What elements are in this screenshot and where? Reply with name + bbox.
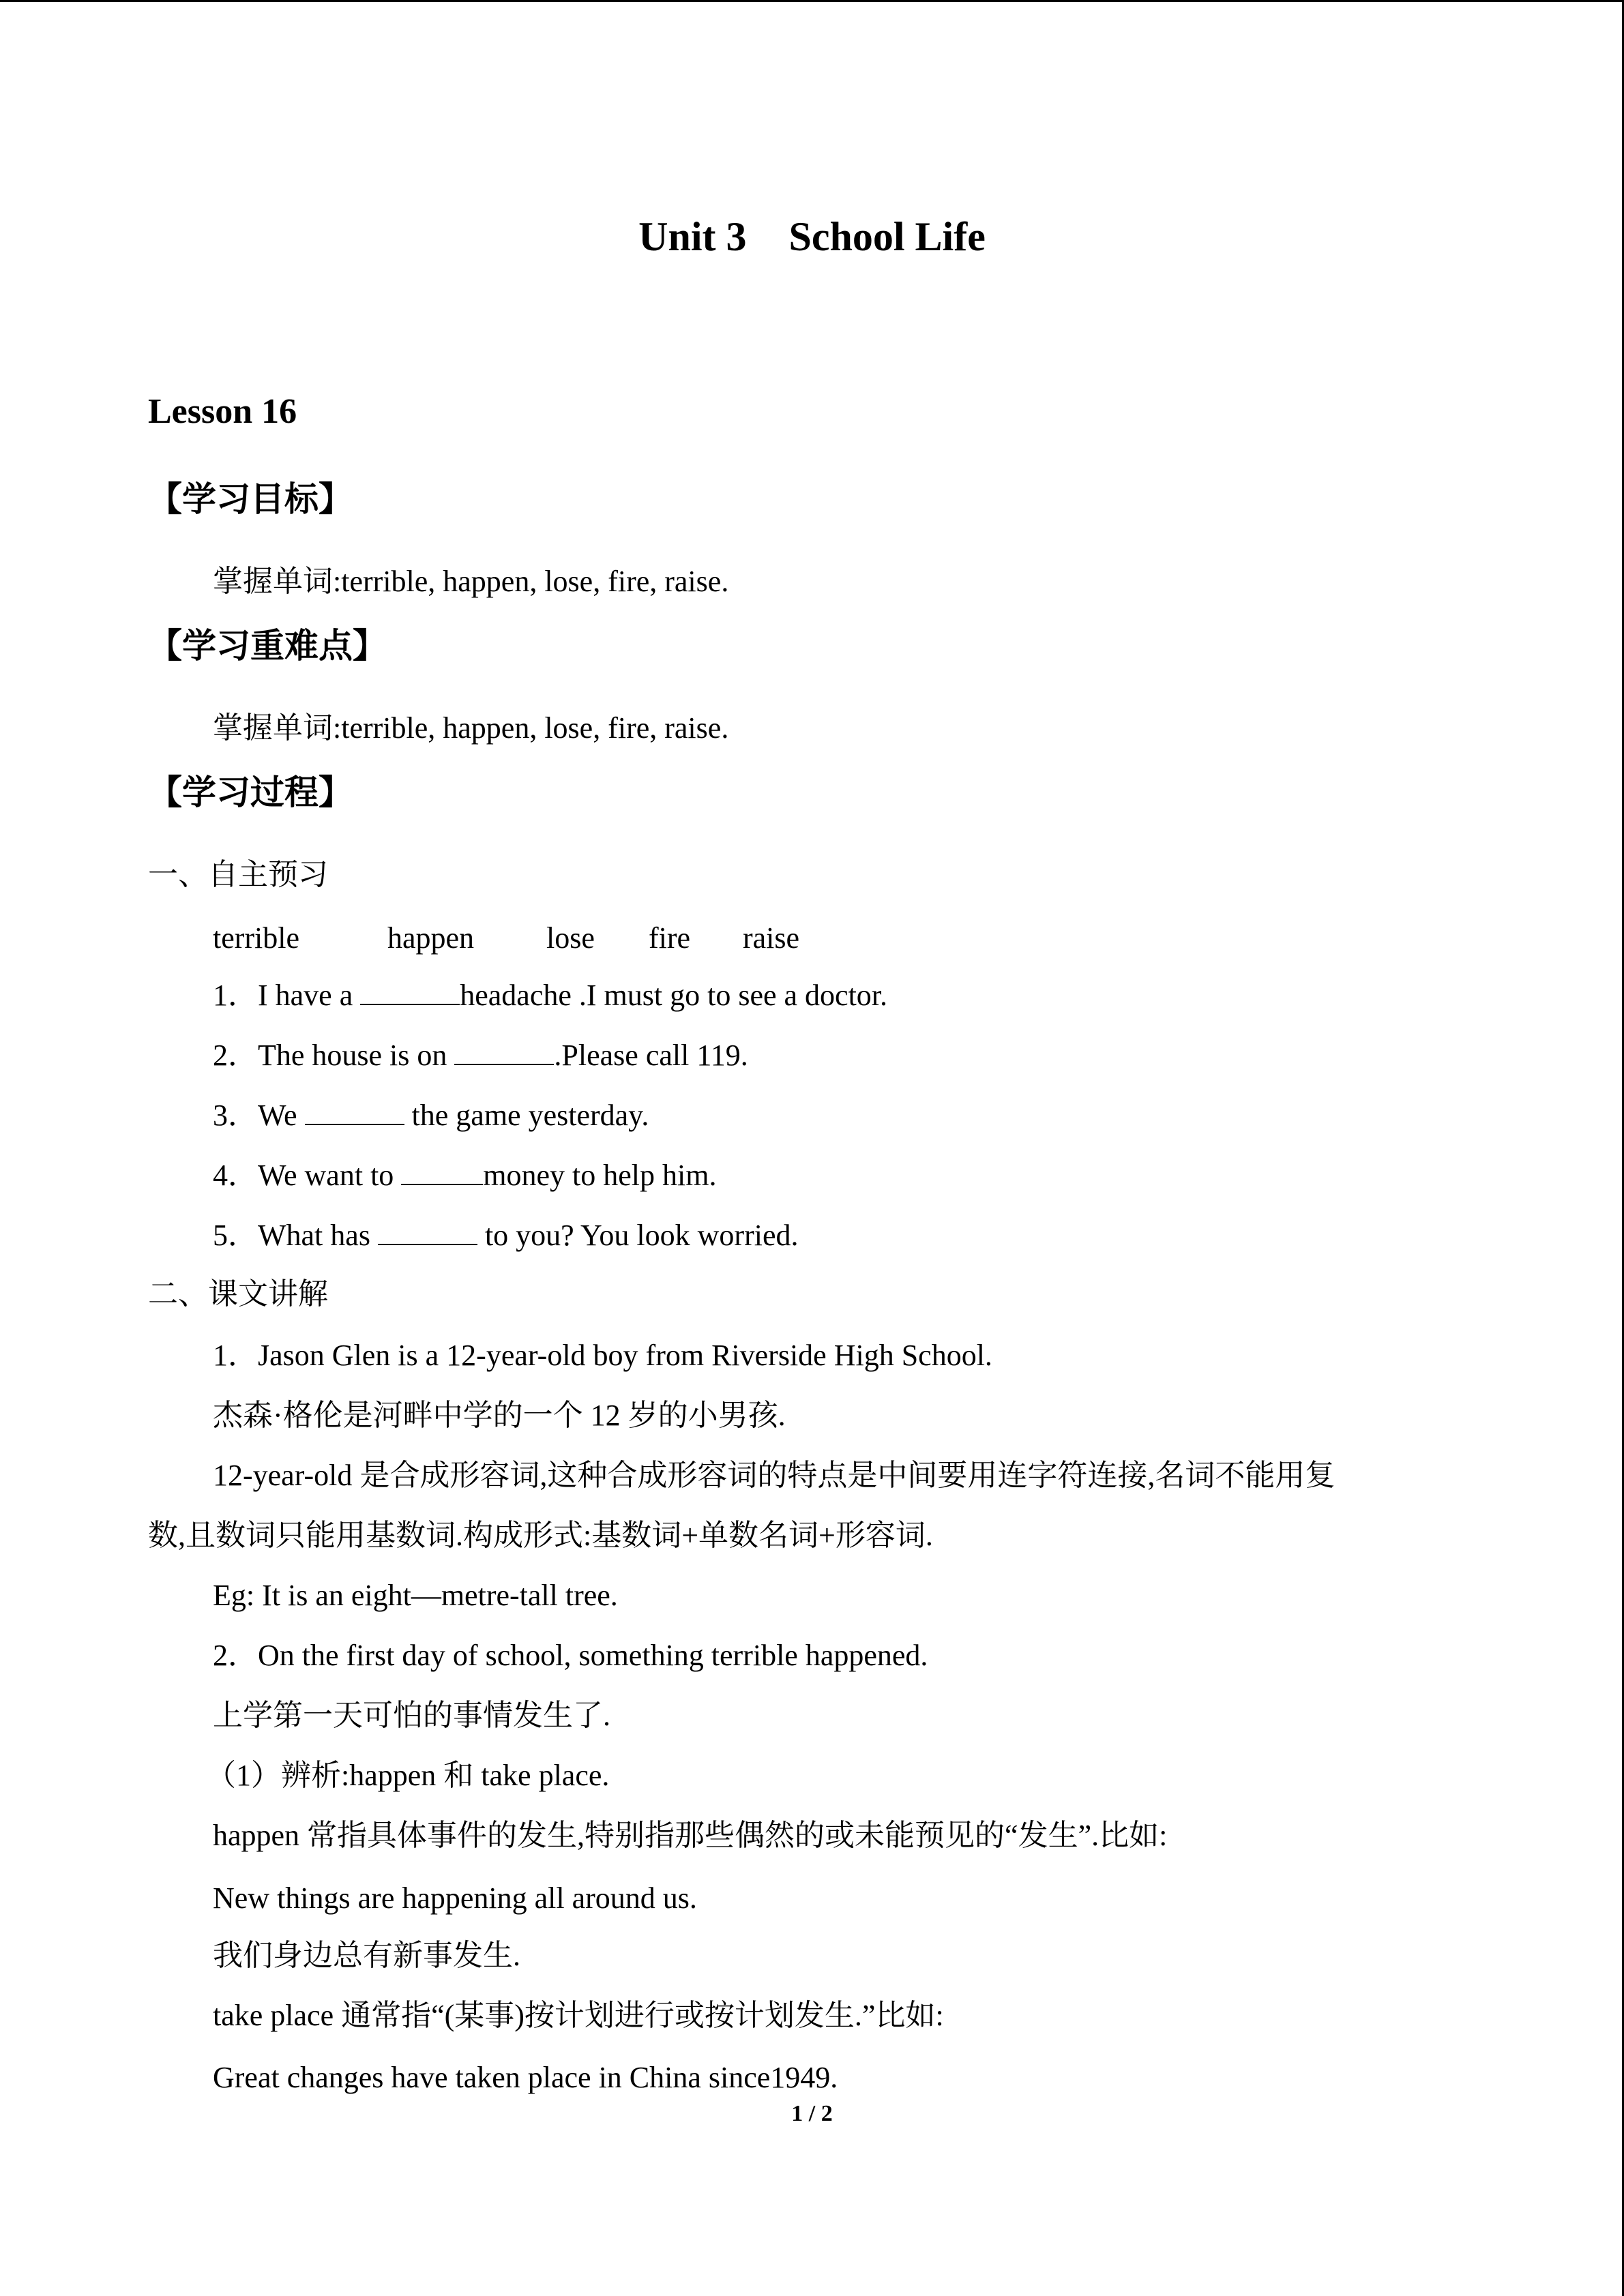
title-topic: School Life: [788, 214, 986, 259]
explanation-heading: 二、课文讲解: [148, 1277, 328, 1311]
answer-blank[interactable]: [360, 978, 460, 1005]
exercise-number: 3．: [213, 1099, 258, 1132]
exercise-text: We: [258, 1099, 305, 1132]
exercise-text: the game yesterday.: [404, 1099, 649, 1132]
title-unit: Unit 3: [638, 214, 747, 259]
exercise-item: [213, 1157, 716, 1194]
page-title: [0, 213, 1624, 260]
exercise-number: 2．: [213, 1039, 258, 1072]
exercise-item: [213, 977, 887, 1014]
process-header: 【学习过程】: [148, 773, 353, 812]
explanation-line: New things are happening all around us.: [213, 1881, 697, 1915]
explanation-line: Eg: It is an eight—metre-tall tree.: [213, 1579, 618, 1612]
exercise-item: [213, 1097, 649, 1134]
objectives-header: 【学习目标】: [148, 479, 353, 519]
exercise-number: 1．: [213, 979, 258, 1012]
exercise-text: We want to: [258, 1159, 402, 1192]
exercise-number: 5．: [213, 1219, 258, 1252]
word-list: [213, 920, 799, 957]
exercise-text: .Please call 119.: [554, 1039, 748, 1072]
answer-blank[interactable]: [401, 1158, 483, 1185]
explanation-line: happen 常指具体事件的发生,特别指那些偶然的或未能预见的“发生”.比如:: [213, 1819, 1168, 1852]
exercise-text: money to help him.: [483, 1159, 717, 1192]
exercise-text: I have a: [258, 979, 361, 1012]
exercise-item: [213, 1037, 748, 1074]
word-item: fire: [649, 921, 691, 955]
answer-blank[interactable]: [305, 1098, 404, 1125]
explanation-line: （1）辨析:happen 和 take place.: [206, 1759, 610, 1792]
word-item: terrible: [213, 921, 300, 955]
explanation-line: 我们身边总有新事发生.: [213, 1939, 520, 1972]
explanation-line: 1．Jason Glen is a 12-year-old boy from Riverside High School.: [213, 1339, 992, 1372]
explanation-line: take place 通常指“(某事)按计划进行或按计划发生.”比如:: [213, 1999, 944, 2032]
page-top-border: [0, 0, 1624, 2]
answer-blank[interactable]: [454, 1038, 554, 1065]
explanation-line: 2．On the first day of school, something terrible happened.: [213, 1639, 928, 1672]
word-item: happen: [387, 921, 475, 955]
keypoints-text: 掌握单词:terrible, happen, lose, fire, raise.: [213, 711, 729, 745]
answer-blank[interactable]: [378, 1218, 477, 1245]
exercise-number: 4．: [213, 1159, 258, 1192]
exercise-text: What has: [258, 1219, 378, 1252]
explanation-line: 12-year-old 是合成形容词,这种合成形容词的特点是中间要用连字符连接,名词不能用复: [213, 1459, 1335, 1492]
exercise-text: The house is on: [258, 1039, 455, 1072]
explanation-line: 上学第一天可怕的事情发生了.: [213, 1699, 610, 1732]
exercise-text: headache .I must go to see a doctor.: [460, 979, 888, 1012]
keypoints-header: 【学习重难点】: [148, 626, 387, 666]
objectives-text: 掌握单词:terrible, happen, lose, fire, raise.: [213, 565, 729, 598]
preview-heading: 一、自主预习: [148, 858, 328, 891]
exercise-item: [213, 1217, 799, 1254]
lesson-heading: Lesson 16: [148, 392, 297, 431]
word-item: lose: [546, 921, 595, 955]
explanation-line: 杰森·格伦是河畔中学的一个 12 岁的小男孩.: [213, 1399, 786, 1432]
explanation-line: 数,且数词只能用基数词.构成形式:基数词+单数名词+形容词.: [148, 1519, 933, 1552]
page-number: 1 / 2: [791, 2101, 833, 2126]
explanation-line: Great changes have taken place in China since1949.: [213, 2061, 838, 2094]
word-item: raise: [743, 921, 800, 955]
exercise-text: to you? You look worried.: [477, 1219, 799, 1252]
